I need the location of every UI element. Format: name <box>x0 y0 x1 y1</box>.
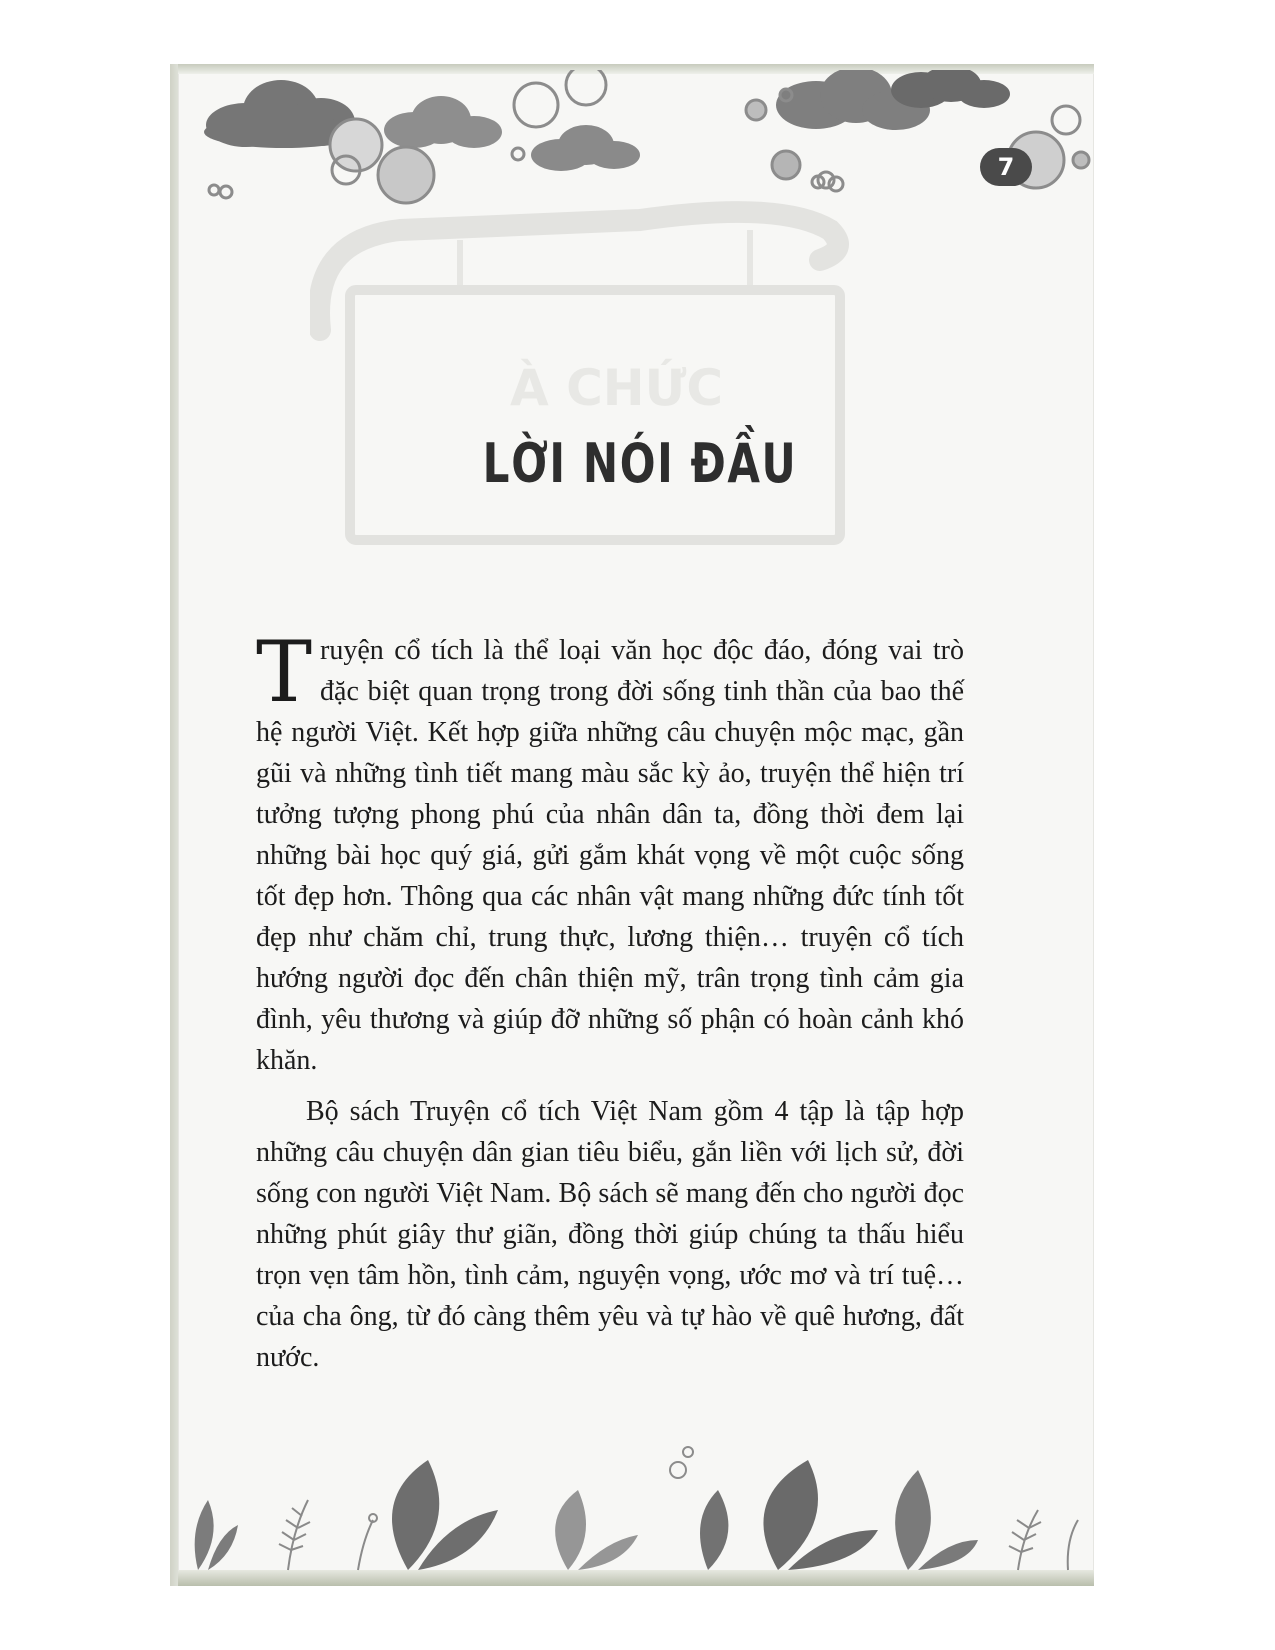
fern-icon <box>279 1500 310 1570</box>
paragraph-1-text: ruyện cổ tích là thể loại văn học độc đáo, đóng vai trò đặc biệt quan trọng trong đời sống tinh thần của bao thế hệ người Việt. Kết hợp giữa những câu chuyện mộc mạc, gần gũi và những tình tiết mang màu sắc kỳ ảo, truyện thể hiện trí tưởng tượng phong phú của nhân dân ta, đồng thời đem lại những bài học quý giá, gửi gắm khát vọng về một cuộc sống tốt đẹp hơn. Thông qua các nhân vật mang những đức tính tốt đẹp như chăm chỉ, trung thực, lương thiện… truyện cổ tích hướng người đọc đến chân thiện mỹ, trân trọng tình cảm gia đình, yêu thương và giúp đỡ những số phận có hoàn cảnh khó khăn. <box>256 635 964 1076</box>
leaf-icon <box>195 1500 238 1570</box>
preface-paragraph-2: Bộ sách Truyện cổ tích Việt Nam gồm 4 tập là tập hợp những câu chuyện dân gian tiêu biểu, gắn liền với lịch sử, đời sống con người Việt Nam. Bộ sách sẽ mang đến cho người đọc những phút giây thư giãn, đồng thời giúp chúng ta thấu hiểu trọn vẹn tâm hồn, tình cảm, nguyện vọng, ước mơ và trí tuệ… của cha ông, từ đó càng thêm yêu và tự hào về quê hương, đất nước. <box>256 1096 964 1373</box>
show-through-sign-text: À CHỨC <box>510 359 724 417</box>
leaf-icon <box>700 1490 728 1570</box>
leaf-icon <box>555 1490 638 1570</box>
leaves-decoration <box>178 1440 1094 1572</box>
preface-paragraph-1 <box>256 623 964 1081</box>
page-number: 7 <box>980 148 1032 186</box>
leaf-icon <box>392 1460 498 1570</box>
cloud-icon <box>531 125 640 171</box>
show-through-sign-illustration <box>310 180 910 600</box>
leaf-icon <box>895 1470 978 1570</box>
fern-icon <box>1009 1510 1078 1570</box>
chapter-title: LỜI NÓI ĐẦU <box>482 432 798 495</box>
preface-body <box>256 623 964 1378</box>
bubble-icon <box>670 1447 693 1478</box>
drop-cap: T <box>256 623 313 721</box>
clouds-and-bubbles-decoration <box>196 70 1094 220</box>
fern-icon <box>358 1514 377 1570</box>
cloud-icon <box>891 70 1010 108</box>
leaf-icon <box>763 1460 878 1570</box>
book-cover-edge-bottom <box>178 1570 1094 1586</box>
cloud-icon <box>384 96 502 148</box>
